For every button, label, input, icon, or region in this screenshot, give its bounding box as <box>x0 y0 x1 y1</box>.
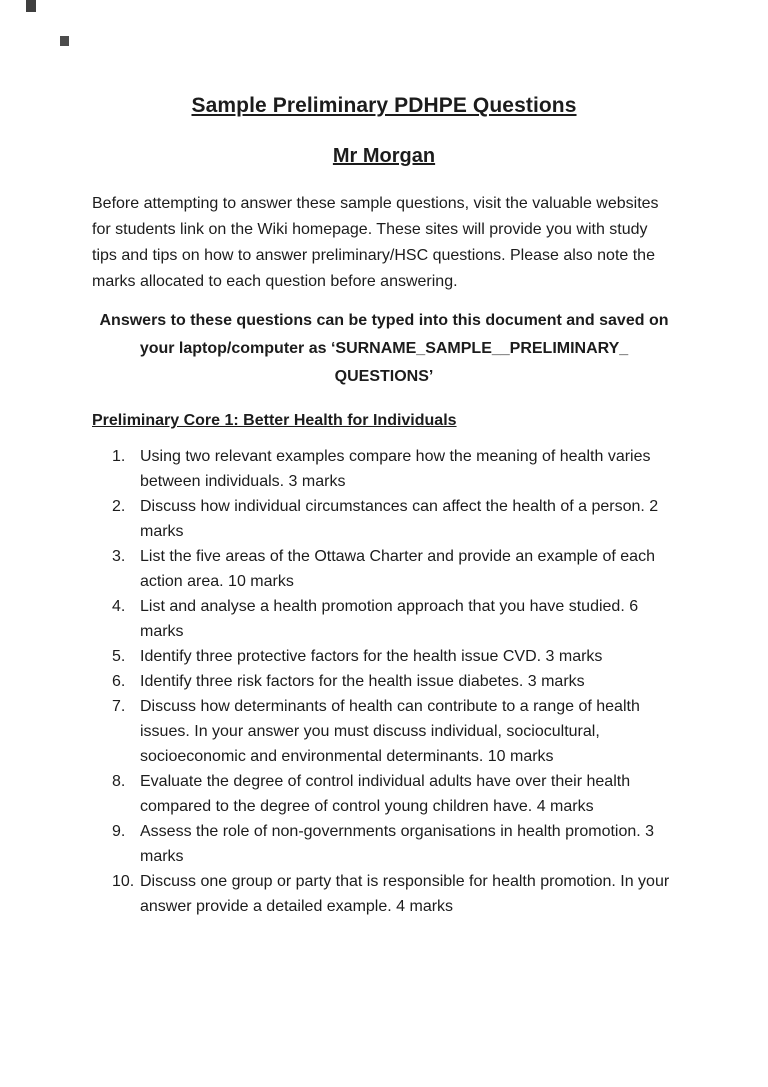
instruction-note: Answers to these questions can be typed into this document and saved on your laptop/computer as ‘SURNAME_SAMPLE__PRELIMINARY_ QUESTIONS’ <box>99 312 669 385</box>
list-item-text: Discuss how determinants of health can contribute to a range of health issues. In your answer you must discuss individual, sociocultural, socioeconomic and environmental determinants. 10 marks <box>140 698 640 765</box>
list-item-number: 3. <box>112 548 126 565</box>
list-item-number: 6. <box>112 673 126 690</box>
list-item <box>112 669 676 694</box>
list-item <box>112 869 676 919</box>
document-subtitle: Mr Morgan <box>332 145 436 167</box>
list-item-text: List and analyse a health promotion approach that you have studied. 6 marks <box>140 598 639 640</box>
list-item <box>112 444 676 494</box>
list-item-number: 10. <box>112 873 135 890</box>
list-item-number: 7. <box>112 698 126 715</box>
list-item-number: 8. <box>112 773 126 790</box>
list-item <box>112 594 676 644</box>
list-item <box>112 644 676 669</box>
document-title: Sample Preliminary PDHPE Questions <box>191 94 577 117</box>
list-item <box>112 819 676 869</box>
list-item-number: 5. <box>112 648 126 665</box>
question-list <box>92 444 676 919</box>
list-item-number: 4. <box>112 598 126 615</box>
list-item-text: Using two relevant examples compare how the meaning of health varies between individuals. 3 marks <box>140 448 651 490</box>
list-item-number: 1. <box>112 448 126 465</box>
list-item <box>112 769 676 819</box>
list-item-text: Identify three protective factors for the health issue CVD. 3 marks <box>140 648 603 665</box>
list-item-text: Discuss one group or party that is responsible for health promotion. In your answer provide a detailed example. 4 marks <box>140 873 670 915</box>
list-item <box>112 494 676 544</box>
list-item-number: 2. <box>112 498 126 515</box>
section-heading: Preliminary Core 1: Better Health for Individuals <box>92 412 457 429</box>
list-item-text: Evaluate the degree of control individual adults have over their health compared to the degree of control young children have. 4 marks <box>140 773 631 815</box>
list-item-text: Assess the role of non-governments organisations in health promotion. 3 marks <box>140 823 655 865</box>
scan-artifact <box>26 0 36 12</box>
list-item <box>112 544 676 594</box>
intro-paragraph: Before attempting to answer these sample questions, visit the valuable websites for students link on the Wiki homepage. These sites will provide you with study tips and tips on how to answer preliminary/HSC questions. Please also note the marks allocated to each question before answering. <box>92 195 659 290</box>
list-item-text: List the five areas of the Ottawa Charter and provide an example of each action area. 10 marks <box>140 548 655 590</box>
list-item <box>112 694 676 769</box>
list-item-text: Discuss how individual circumstances can affect the health of a person. 2 marks <box>140 498 659 540</box>
list-item-text: Identify three risk factors for the health issue diabetes. 3 marks <box>140 673 585 690</box>
list-item-number: 9. <box>112 823 126 840</box>
scan-artifact <box>60 36 69 46</box>
